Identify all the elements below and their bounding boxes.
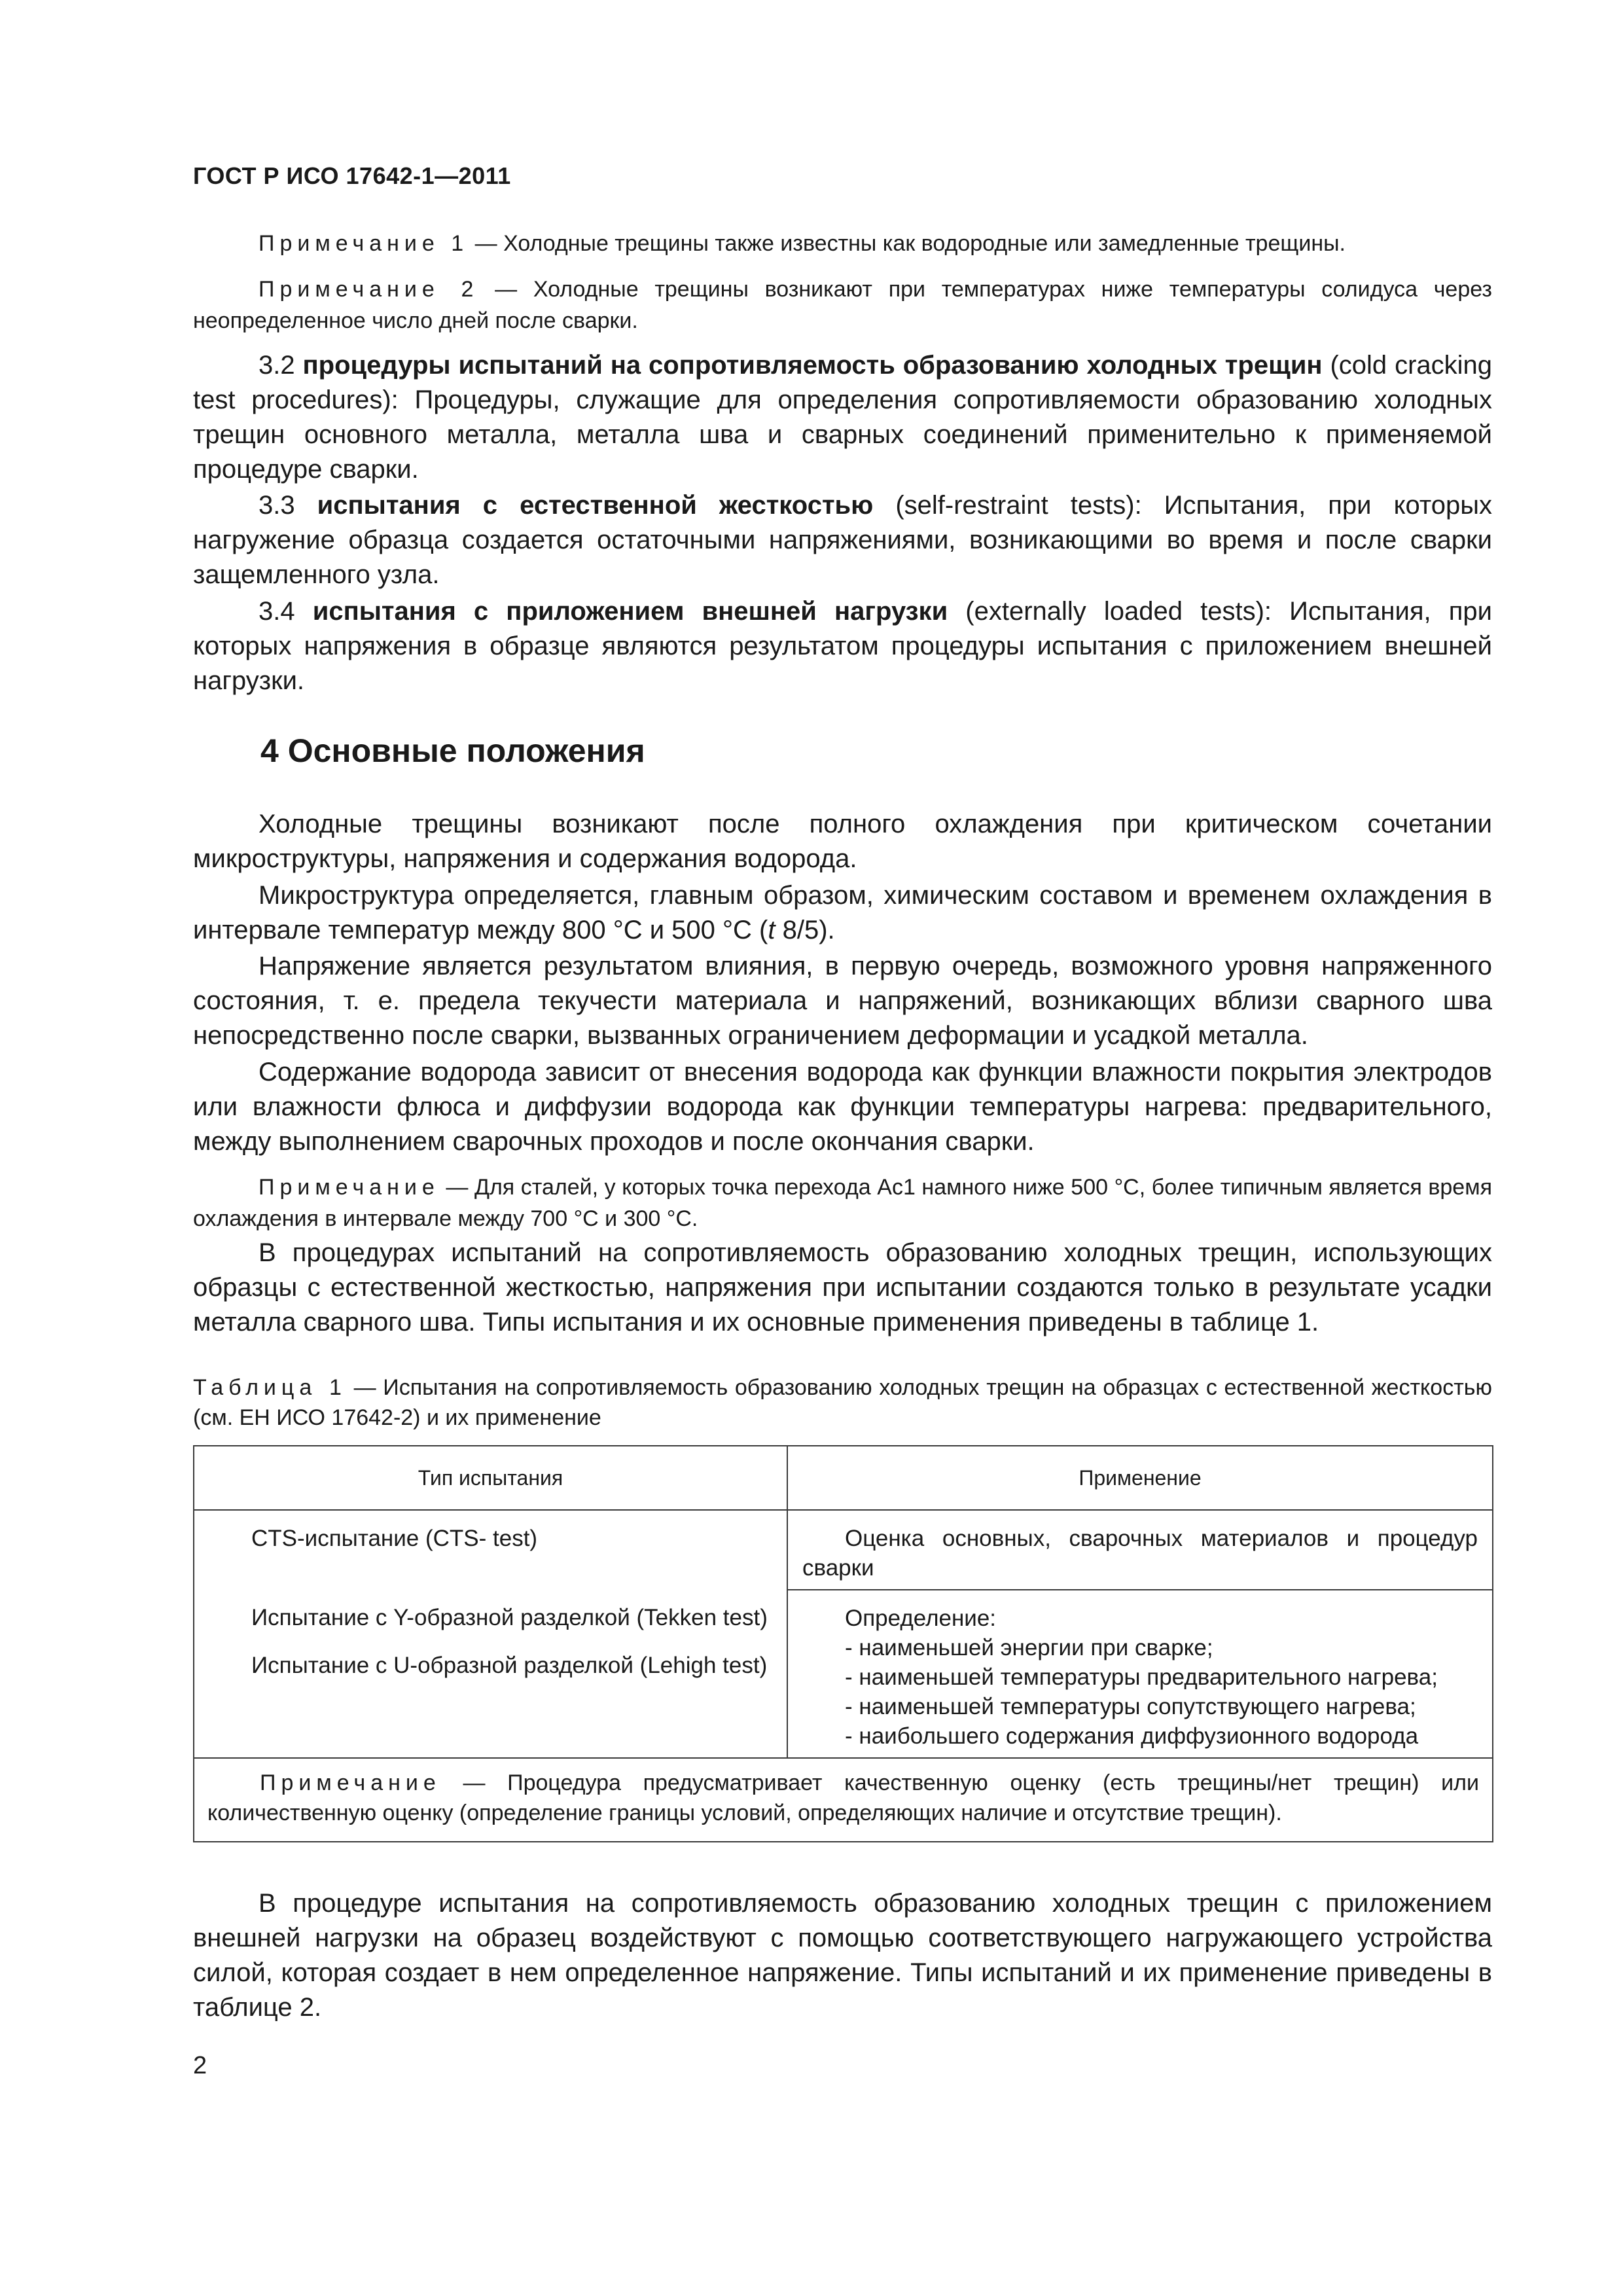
definition-term: испытания с приложением внешней нагрузки [312, 597, 948, 626]
definition-3-3 [193, 488, 1492, 592]
application-item: - наибольшего содержания диффузионного водорода [845, 1723, 1419, 1749]
test-name: Испытание с U-образной разделкой (Lehigh test) [251, 1653, 768, 1678]
note-dash: — [439, 1175, 474, 1200]
note-label: Примечание 2 [259, 277, 479, 302]
note-2 [193, 274, 1492, 336]
note-text: Для сталей, у которых точка перехода Ас1 намного ниже 500 °С, более типичным является время охлаждения в интервале между 700 °С и 300 °С. [193, 1175, 1492, 1231]
definition-term: испытания с естественной жесткостью [317, 491, 874, 520]
table-cell-test [194, 1510, 787, 1590]
application-intro: Определение: [845, 1605, 997, 1631]
note-text: Процедура предусматривает качественную оценку (есть трещины/нет трещин) или количественную оценку (определение границы условий, определяющих наличие и отсутствие трещин). [207, 1770, 1479, 1825]
section-title: 4 Основные положения [260, 732, 645, 769]
table-caption [193, 1372, 1492, 1433]
note-text: Холодные трещины также известны как водородные или замедленные трещины. [503, 231, 1346, 256]
table-caption-label: Таблица 1 [193, 1375, 347, 1400]
paragraph-stress [193, 949, 1492, 1053]
note-1 [193, 228, 1492, 259]
paragraph-hydrogen [193, 1055, 1492, 1159]
definition-number: 3.2 [259, 351, 303, 380]
table-header-cell: Тип испытания [194, 1446, 787, 1510]
table-cell-application [787, 1510, 1493, 1590]
document-header: ГОСТ Р ИСО 17642-1—2011 [193, 162, 511, 189]
note-text: Холодные трещины возникают при температурах ниже температуры солидуса через неопределенное число дней после сварки. [193, 277, 1492, 333]
paragraph-external-load [193, 1886, 1492, 2025]
application-item: - наименьшей температуры сопутствующего нагрева; [845, 1694, 1416, 1719]
paragraph-text: Напряжение является результатом влияния, в первую очередь, возможного уровня напряженного состояния, т. е. предела текучести материала и напряжений, возникающих вблизи сварного шва непосредственно после сварки, вызванных ограничением деформации и усадкой металла. [193, 952, 1492, 1050]
paragraph-self-restraint [193, 1236, 1492, 1340]
note-label: Примечание 1 [259, 231, 469, 256]
definition-text: (self-restraint tests): Испытания, при которых нагружение образца создается остаточными напряжениями, возникающими во время и после сварки защемленного узла. [193, 491, 1493, 589]
test-name: Испытание с Y-образной разделкой (Tekken test) [251, 1605, 768, 1630]
note-dash: — [469, 231, 504, 256]
test-name: CTS-испытание (CTS- test) [251, 1526, 538, 1551]
table-cell-test [194, 1590, 787, 1758]
table-note [194, 1758, 1493, 1842]
definition-3-2 [193, 348, 1492, 487]
definition-3-4 [193, 594, 1492, 698]
application-list [802, 1604, 1478, 1751]
definition-text: (cold cracking test procedures): Процедуры, служащие для определения сопротивляемости образованию холодных трещин основного металла, металла шва и сварных соединений применительно к применяемой процедуре сварки. [193, 351, 1493, 484]
definition-number: 3.4 [259, 597, 313, 626]
paragraph-text: В процедурах испытаний на сопротивляемость образованию холодных трещин, использующих образцы с естественной жесткостью, напряжения при испытании создаются только в результате усадки металла сварного шва. Типы испытания и их основные применения приведены в таблице 1. [193, 1238, 1492, 1336]
table-row [194, 1590, 1493, 1758]
note-label: Примечание [259, 1175, 440, 1200]
note-dash: — [440, 1770, 508, 1795]
definition-text: (externally loaded tests): Испытания, при которых напряжения в образце являются результатом процедуры испытания с приложением внешней нагрузки. [193, 597, 1493, 695]
table-row [194, 1510, 1493, 1590]
table-note-row [194, 1758, 1493, 1842]
paragraph-text: 8/5). [775, 916, 835, 944]
application-text: Оценка основных, сварочных материалов и процедур сварки [802, 1526, 1478, 1581]
paragraph-text: Содержание водорода зависит от внесения водорода как функции влажности покрытия электродов или влажности флюса и диффузии водорода как функции температуры нагрева: предварительного, между выполнением сварочных проходов и после окончания сварки. [193, 1058, 1492, 1156]
table-caption-text: Испытания на сопротивляемость образованию холодных трещин на образцах с естественной жесткостью (см. ЕН ИСО 17642-2) и их применение [193, 1375, 1492, 1430]
page-number: 2 [193, 2052, 207, 2079]
caption-dash: — [346, 1375, 383, 1400]
paragraph-text: Холодные трещины возникают после полного охлаждения при критическом сочетании микроструктуры, напряжения и содержания водорода. [193, 810, 1492, 873]
table-cell-application [787, 1590, 1493, 1758]
note-label: Примечание [260, 1770, 441, 1795]
paragraph-text: Микроструктура определяется, главным образом, химическим составом и временем охлаждения в интервале температур между 800 °С и 500 °С ( [193, 881, 1492, 944]
application-item: - наименьшей температуры предварительного нагрева; [845, 1664, 1438, 1690]
paragraph-cold-cracks [193, 807, 1492, 876]
paragraph-italic: t [768, 916, 776, 944]
paragraph-text: В процедуре испытания на сопротивляемость образованию холодных трещин с приложением внешней нагрузки на образец воздействуют с помощью соответствующего нагружающего устройства силой, которая создает в нем определенное напряжение. Типы испытаний и их применение приведены в таблице 2. [193, 1889, 1492, 2022]
note-steels [193, 1172, 1492, 1234]
table-1 [193, 1445, 1493, 1842]
paragraph-microstructure [193, 878, 1492, 948]
table-header-row [194, 1446, 1493, 1510]
note-dash: — [478, 277, 533, 302]
definition-number: 3.3 [259, 491, 317, 520]
application-item: - наименьшей энергии при сварке; [845, 1635, 1213, 1660]
document-page [193, 0, 1492, 2296]
table-header-cell: Применение [787, 1446, 1493, 1510]
definition-term: процедуры испытаний на сопротивляемость образованию холодных трещин [302, 351, 1323, 380]
